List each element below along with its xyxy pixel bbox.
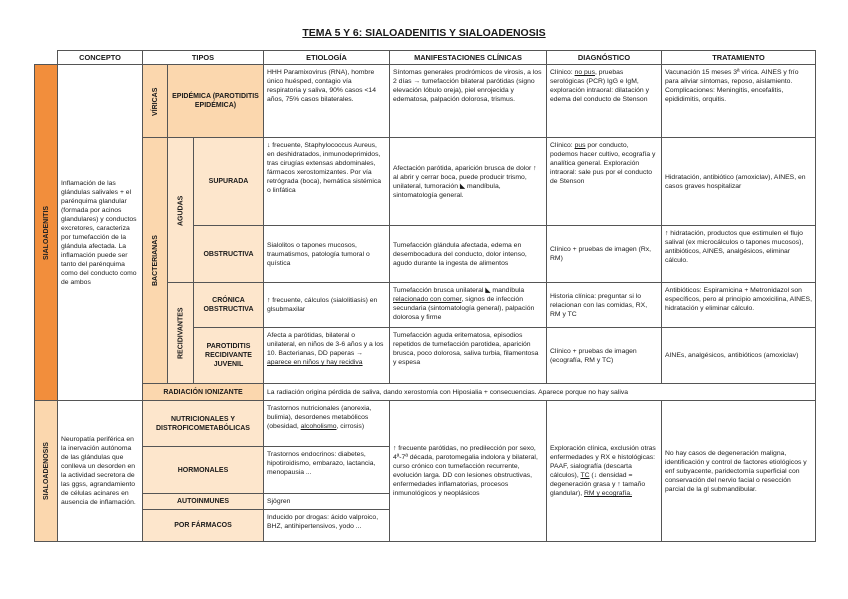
tratamiento-sialoadenosis: No hay casos de degeneración maligna, identificación y control de factores etiológicos y enf subyacente, paridectomía superficial con conservación del nervio facial o resección parcial de la gl submandibular. (662, 401, 816, 542)
diagnostico-juvenil: Clínico + pruebas de imagen (ecografía, RM y TC) (547, 328, 662, 384)
tipo-radiacion: RADIACIÓN IONIZANTE (143, 384, 264, 401)
manifestaciones-cronica: Tumefacción brusca unilateral ◣ mandíbula relacionado con comer, signos de infección secundaria (sintomatología general), palpación dolorosa y firme (390, 283, 547, 328)
row-viricas (35, 65, 816, 138)
manifestaciones-sialoadenosis: ↑ frecuente parótidas, no predilección por sexo, 4ª-7ª década, parotomegalia indolora y bilateral, curso crónico con tumefacción recurrente, evolución larga. DD con lesiones obstructivas, enfermedades inflamatorias, procesos inmunológicos y neoplásicos (390, 401, 547, 542)
concepto-sialoadenosis: Neuropatía periférica en la inervación autónoma de las glándulas que conlleva un desorden en la actividad secretora de las ggss, agrandamiento de células acinares en ausencia de inflamación. (58, 401, 143, 542)
header-tratamiento: TRATAMIENTO (662, 51, 816, 65)
header-row (35, 51, 816, 65)
diagnostico-supurada: Clínico: pus por conducto, podemos hacer cultivo, ecografía y analítica general. Exploración intraoral: sale pus por el conducto de Stenson (547, 138, 662, 226)
etiologia-obstructiva: Sialolitos o tapones mucosos, traumatismos, patología tumoral o quística (264, 226, 390, 283)
tratamiento-juvenil: AINEs, analgésicos, antibióticos (amoxiclav) (662, 328, 816, 384)
header-manifestaciones: MANIFESTACIONES CLÍNICAS (390, 51, 547, 65)
etiologia-autoinmunes: Sjögren (264, 494, 390, 510)
subgroup-recidivantes: RECIDIVANTES (168, 283, 194, 384)
row-radiacion (35, 384, 816, 401)
diagnostico-obstructiva: Clínico + pruebas de imagen (Rx, RM) (547, 226, 662, 283)
etiologia-hormonales: Trastornos endocrinos: diabetes, hipotiroidismo, embarazo, lactancia, menopausia ... (264, 447, 390, 494)
manifestaciones-supurada: Afectación parótida, aparición brusca de dolor ↑ al abrir y cerrar boca, puede producir trismo, unilateral, tumoración ◣ mandíbula, sintomatología general. (390, 138, 547, 226)
diagnostico-cronica: Historia clínica: preguntar si lo relacionan con las comidas, RX, RM y TC (547, 283, 662, 328)
tratamiento-supurada: Hidratación, antibiótico (amoxiclav), AINES, en casos graves hospitalizar (662, 138, 816, 226)
tipo-hormonales: HORMONALES (143, 447, 264, 494)
tipo-farmacos: POR FÁRMACOS (143, 510, 264, 542)
header-diagnostico: DIAGNÓSTICO (547, 51, 662, 65)
header-etiologia: ETIOLOGÍA (264, 51, 390, 65)
subgroup-agudas: AGUDAS (168, 138, 194, 283)
page-title: TEMA 5 Y 6: SIALOADENITIS Y SIALOADENOSIS (302, 27, 546, 39)
diagnostico-sialoadenosis: Exploración clínica, exclusión otras enfermedades y RX e histológicas: PAAF, sialografía (descarta cálculos), TC (↓ densidad = degeneración grasa y ↑ tamaño glandular), RM y ecografía. (547, 401, 662, 542)
etiologia-farmacos: Inducido por drogas: ácido valproico, BHZ, antihipertensivos, yodo ... (264, 510, 390, 542)
diagnostico-epidemica: Clínico: no pus, pruebas serológicas (PCR) IgG e IgM, exploración intraoral: dilatación y edema del conducto de Stenson (547, 65, 662, 138)
tipo-autoinmunes: AUTOINMUNES (143, 494, 264, 510)
tipo-epidemica: EPIDÉMICA (PAROTIDITIS EPIDÉMICA) (168, 65, 264, 138)
header-concepto: CONCEPTO (58, 51, 143, 65)
group-label-sialoadenitis: SIALOADENITIS (35, 65, 58, 401)
summary-table (34, 50, 816, 542)
group-label-sialoadenosis: SIALOADENOSIS (35, 401, 58, 542)
etiologia-supurada: ↓ frecuente, Staphylococcus Aureus, en deshidratados, inmunodeprimidos, tras cirugías extensas abdominales, fármacos xerostomizantes. Por vía retrógrada (boca), hemática sistémica o linfática (264, 138, 390, 226)
header-tipos: TIPOS (143, 51, 264, 65)
tipo-nutricionales: NUTRICIONALES Y DISTROFICOMETABÓLICAS (143, 401, 264, 447)
tipo-supurada: SUPURADA (194, 138, 264, 226)
concepto-sialoadenitis: Inflamación de las glándulas salivales + el parénquima glandular (formada por acinos glandulares) y conductos excretores, caracteriza por tumefacción de la glándula afectada. La inflamación puede ser tanto del parénquima como del conducto como de ambos (58, 65, 143, 401)
row-nutricionales (35, 401, 816, 447)
manifestaciones-obstructiva: Tumefacción glándula afectada, edema en desembocadura del conducto, dolor intenso, agudo durante la ingesta de alimentos (390, 226, 547, 283)
subgroup-viricas: VÍRICAS (143, 65, 168, 138)
manifestaciones-juvenil: Tumefacción aguda eritematosa, episodios repetidos de tumefacción parotidea, aparición brusca, poco dolorosa, saliva turbia, filamentosa y espesa (390, 328, 547, 384)
etiologia-juvenil: Afecta a parótidas, bilateral o unilateral, en niños de 3-6 años y a los 10. Bacterianas, DD paperas → aparece en niños y hay recidiva (264, 328, 390, 384)
manifestaciones-epidemica: Síntomas generales prodrómicos de virosis, a los 2 días → tumefacción bilateral parótidas (signo elevación lóbulo oreja), piel enrojecida y edematosa, palpación dolorosa, trismus. (390, 65, 547, 138)
etiologia-cronica: ↑ frecuente, cálculos (sialolitiasis) en glsubmaxilar (264, 283, 390, 328)
etiologia-epidemica: HHH Paramixovirus (RNA), hombre único huésped, contagio vía respiratoria y saliva, 90% casos <14 años, 75% casos bilaterales. (264, 65, 390, 138)
etiologia-nutricionales: Trastornos nutricionales (anorexia, bulimia), desordenes metabólicos (obesidad, alcoholismo, cirrosis) (264, 401, 390, 447)
tratamiento-cronica: Antibióticos: Espiramicina + Metronidazol son específicos, pero al principio amoxicilina, AINES, hidratación y eliminar cálculo. (662, 283, 816, 328)
tratamiento-epidemica: Vacunación 15 meses 3ª vírica. AINES y frío para aliviar síntomas, reposo, aislamiento. Complicaciones: Meningitis, encefalitis, epididimitis, orquitis. (662, 65, 816, 138)
tipo-cronica: CRÓNICA OBSTRUCTIVA (194, 283, 264, 328)
row-supurada (35, 138, 816, 226)
texto-radiacion: La radiación origina pérdida de saliva, dando xerostomía con Hiposialia + consecuencias. Aparece porque no hay saliva (264, 384, 816, 401)
tratamiento-obstructiva: ↑ hidratación, productos que estimulen el flujo salival (ex microcálculos o tapones mucosos), antibióticos, AINES, analgésicos, eliminar cálculo. (662, 226, 816, 283)
subgroup-bacterianas: BACTERIANAS (143, 138, 168, 384)
tipo-juvenil: PAROTIDITIS RECIDIVANTE JUVENIL (194, 328, 264, 384)
tipo-obstructiva: OBSTRUCTIVA (194, 226, 264, 283)
